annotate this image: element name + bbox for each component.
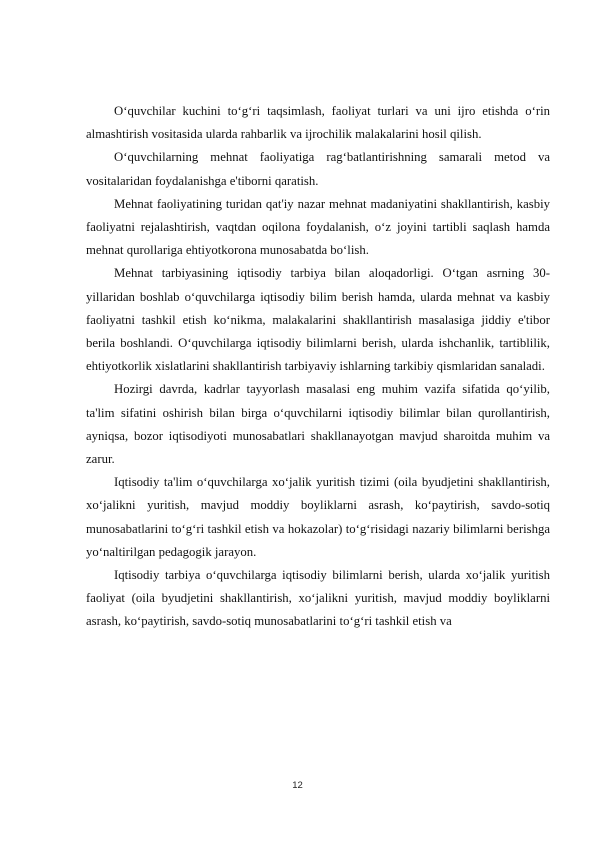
paragraph-2: O‘quvchilarning mehnat faoliyatiga rag‘batlantirishning samarali metod va vositalaridan foydalanishga e'tiborni qaratish. <box>86 150 550 188</box>
paragraph-3: Mehnat faoliyatining turidan qat'iy nazar mehnat madaniyatini shakllantirish, kasbiy faoliyatni rejalashtirish, vaqtdan oqilona foydalanish, o‘z joyini tartibli saqlash hamda mehnat qurollariga ehtiyotkorona munosabatda bo‘lish. <box>86 196 550 258</box>
paragraph-1: O‘quvchilar kuchini to‘g‘ri taqsimlash, faoliyat turlari va uni ijro etishda o‘rin almashtirish vositasida ularda rahbarlik va ijrochilik malakalarini hosil qilish. <box>86 104 550 142</box>
page-number: 12 <box>292 780 303 791</box>
paragraph-4: Mehnat tarbiyasining iqtisodiy tarbiya bilan aloqadorligi. O‘tgan asrning 30-yillaridan boshlab o‘quvchilarga iqtisodiy bilim berish hamda, ularda mehnat va kasbiy faoliyatni tashkil etish ko‘nikma, malakalarini shakllantirish masalasiga jiddiy e'tibor berila boshlandi. O‘quvchilarga iqtisodiy bilimlarni berish, ularda ishchanlik, tartiblilik, ehtiyotkorlik xislatlarini shakllantirish tarbiyaviy ishlarning tarkibiy qismlaridan sanaladi. <box>86 266 550 374</box>
document-body <box>86 100 550 634</box>
paragraph-6: Iqtisodiy ta'lim o‘quvchilarga xo‘jalik yuritish tizimi (oila byudjetini shakllantirish, xo‘jalikni yuritish, mavjud moddiy boyliklarni asrash, ko‘paytirish, savdo-sotiq munosabatlarini to‘g‘ri tashkil etish va hokazolar) to‘g‘risidagi nazariy bilimlarni berishga yo‘naltirilgan pedagogik jarayon. <box>86 475 550 559</box>
paragraph-5: Hozirgi davrda, kadrlar tayyorlash masalasi eng muhim vazifa sifatida qo‘yilib, ta'lim sifatini oshirish bilan birga o‘quvchilarni iqtisodiy bilimlar bilan qurollantirish, ayniqsa, bozor iqtisodiyoti munosabatlari shakllanayotgan mavjud sharoitda muhim va zarur. <box>86 382 550 467</box>
paragraph-7: Iqtisodiy tarbiya o‘quvchilarga iqtisodiy bilimlarni berish, ularda xo‘jalik yuritish faoliyat (oila byudjetini shakllantirish, xo‘jalikni yuritish, mavjud moddiy boyliklarni asrash, ko‘paytirish, savdo-sotiq munosabatlarini to‘g‘ri tashkil etish va <box>86 568 550 629</box>
